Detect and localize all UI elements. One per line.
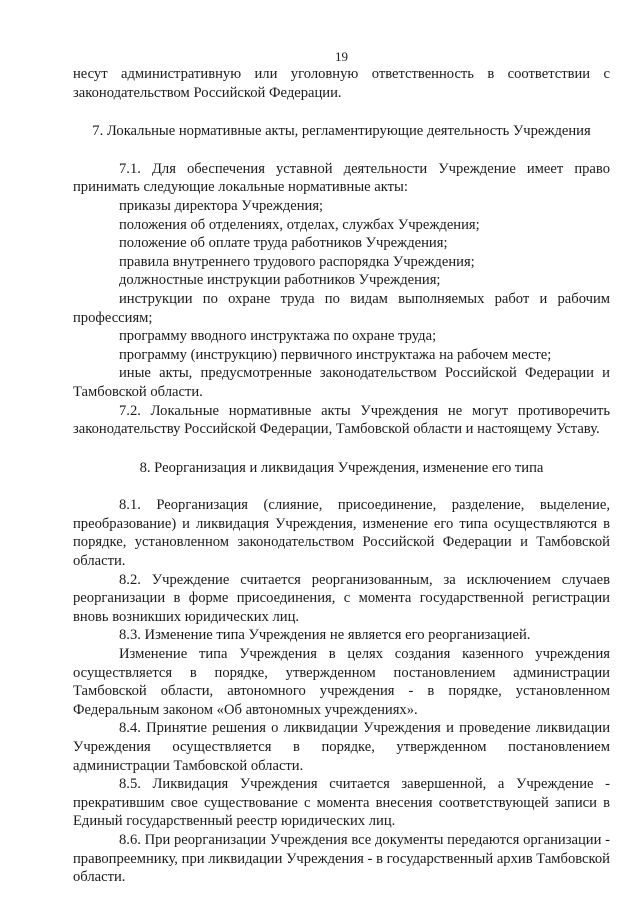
list-item: приказы директора Учреждения;	[119, 197, 324, 214]
section-7-heading: 7. Локальные нормативные акты, регламентирующие деятельность Учреждения	[92, 123, 591, 140]
list-item: программу (инструкцию) первичного инструктажа на рабочем месте;	[119, 346, 552, 363]
paragraph-8-3: 8.3. Изменение типа Учреждения не является его реорганизацией.	[119, 627, 531, 644]
paragraph-7-1: 7.1. Для обеспечения уставной деятельности Учреждение имеет право принимать следующие локальные нормативные акты:	[73, 160, 610, 196]
paragraph-8-4: 8.4. Принятие решения о ликвидации Учреждения и проведение ликвидации Учреждения осуществляется в порядке, утвержденном постановлением администрации Тамбовской области.	[73, 720, 610, 774]
list-item: должностные инструкции работников Учреждения;	[119, 272, 441, 289]
page-number: 19	[335, 49, 348, 64]
paragraph-8-6: 8.6. При реорганизации Учреждения все документы передаются организации - правопреемнику, при ликвидации Учреждения - в государственный архив Тамбовской области.	[73, 831, 610, 886]
paragraph-8-3-type-change: Изменение типа Учреждения в целях создания казенного учреждения осуществляется в порядке, утвержденном постановлением администрации Тамбовской области, автономного учреждения - в порядке, установленном Федеральным законом «Об автономных учреждениях».	[73, 646, 610, 718]
list-item: положение об оплате труда работников Учреждения;	[119, 235, 448, 252]
paragraph-8-1: 8.1. Реорганизация (слияние, присоединение, разделение, выделение, преобразование) и ликвидация Учреждения, изменение его типа осуществляются в порядке, установленном законодательством Российской Федерации и Тамбовской области.	[73, 497, 610, 570]
section-8-heading: 8. Реорганизация и ликвидация Учреждения, изменение его типа	[139, 459, 544, 476]
list-item: программу вводного инструктажа по охране труда;	[119, 328, 437, 345]
continued-paragraph: несут административную или уголовную ответственность в соответствии с законодательством Российской Федерации.	[73, 66, 610, 101]
list-item: иные акты, предусмотренные законодательством Российской Федерации и Тамбовской области.	[73, 365, 610, 400]
paragraph-8-5: 8.5. Ликвидация Учреждения считается завершенной, а Учреждение - прекратившим свое существование с момента внесения соответствующей записи в Единый государственный реестр юридических лиц.	[73, 776, 610, 830]
paragraph-8-2: 8.2. Учреждение считается реорганизованным, за исключением случаев реорганизации в форме присоединения, с момента государственной регистрации вновь возникших юридических лиц.	[73, 571, 610, 625]
list-item: правила внутреннего трудового распорядка Учреждения;	[119, 253, 475, 270]
list-item: инструкции по охране труда по видам выполняемых работ и рабочим профессиям;	[73, 290, 610, 326]
paragraph-7-2: 7.2. Локальные нормативные акты Учреждения не могут противоречить законодательству Российской Федерации, Тамбовской области и настоящему Уставу.	[73, 402, 610, 438]
list-item: положения об отделениях, отделах, службах Учреждения;	[119, 216, 480, 233]
